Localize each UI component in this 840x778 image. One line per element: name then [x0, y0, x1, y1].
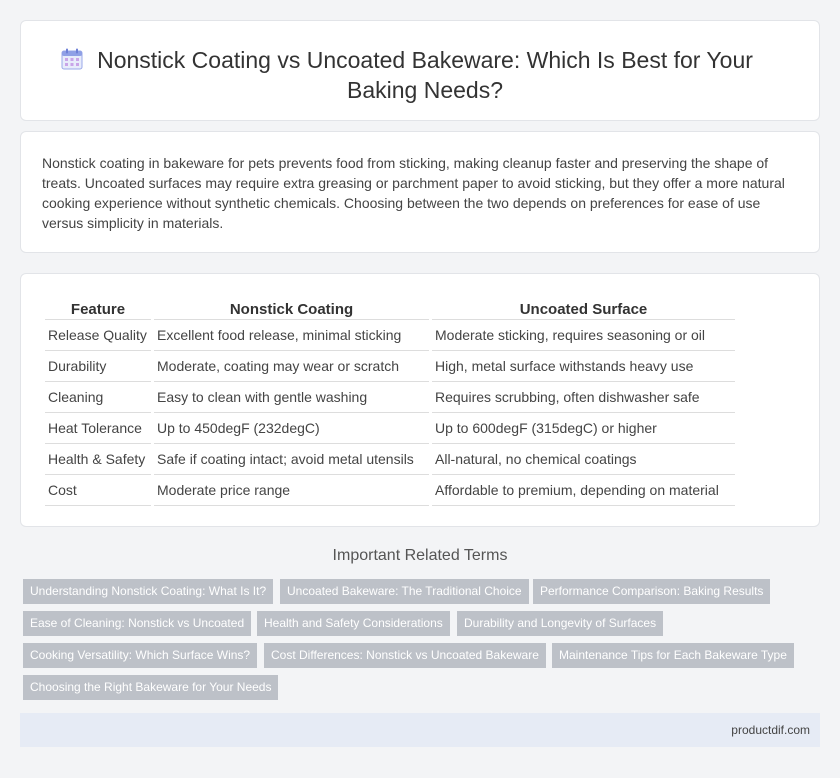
uncoated-cell: Affordable to premium, depending on material	[432, 475, 735, 506]
feature-cell: Durability	[45, 351, 151, 382]
column-header: Nonstick Coating	[154, 295, 429, 320]
uncoated-cell: High, metal surface withstands heavy use	[432, 351, 735, 382]
comparison-card	[20, 273, 820, 527]
table-row	[45, 351, 735, 382]
uncoated-cell: Requires scrubbing, often dishwasher safe	[432, 382, 735, 413]
feature-cell: Health & Safety	[45, 444, 151, 475]
intro-card	[20, 131, 820, 253]
table-header-row	[45, 295, 735, 320]
table-row	[45, 382, 735, 413]
table-row	[45, 413, 735, 444]
related-term-tag[interactable]: Maintenance Tips for Each Bakeware Type	[552, 643, 794, 668]
footer	[20, 713, 820, 747]
page-title: Nonstick Coating vs Uncoated Bakeware: Which Is Best for Your Baking Needs?	[97, 47, 753, 103]
related-term-tag[interactable]: Cooking Versatility: Which Surface Wins?	[23, 643, 257, 668]
table-row	[45, 320, 735, 351]
nonstick-cell: Moderate price range	[154, 475, 429, 506]
nonstick-cell: Up to 450degF (232degC)	[154, 413, 429, 444]
related-term-tag[interactable]: Performance Comparison: Baking Results	[533, 579, 770, 604]
column-header: Uncoated Surface	[432, 295, 735, 320]
related-term-tag[interactable]: Uncoated Bakeware: The Traditional Choice	[280, 579, 529, 604]
nonstick-cell: Easy to clean with gentle washing	[154, 382, 429, 413]
feature-cell: Cleaning	[45, 382, 151, 413]
comparison-table	[42, 295, 738, 506]
column-header: Feature	[45, 295, 151, 320]
uncoated-cell: Moderate sticking, requires seasoning or oil	[432, 320, 735, 351]
related-term-tag[interactable]: Ease of Cleaning: Nonstick vs Uncoated	[23, 611, 251, 636]
intro-paragraph: Nonstick coating in bakeware for pets prevents food from sticking, making cleanup faster and preserving the shape of treats. Uncoated surfaces may require extra greasing or parchment paper to avoid sticking, but they offer a more natural cooking experience without synthetic chemicals. Choosing between the two depends on preferences for ease of use versus simplicity in materials.	[42, 155, 785, 231]
feature-cell: Heat Tolerance	[45, 413, 151, 444]
feature-cell: Release Quality	[45, 320, 151, 351]
table-row	[45, 475, 735, 506]
related-term-tag[interactable]: Health and Safety Considerations	[257, 611, 450, 636]
related-terms-heading: Important Related Terms	[332, 547, 508, 564]
table-row	[45, 444, 735, 475]
uncoated-cell: All-natural, no chemical coatings	[432, 444, 735, 475]
nonstick-cell: Safe if coating intact; avoid metal utensils	[154, 444, 429, 475]
nonstick-cell: Excellent food release, minimal sticking	[154, 320, 429, 351]
related-term-tag[interactable]: Cost Differences: Nonstick vs Uncoated Bakeware	[264, 643, 546, 668]
feature-cell: Cost	[45, 475, 151, 506]
uncoated-cell: Up to 600degF (315degC) or higher	[432, 413, 735, 444]
nonstick-cell: Moderate, coating may wear or scratch	[154, 351, 429, 382]
title-card	[20, 20, 820, 121]
footer-site-link[interactable]: productdif.com	[731, 723, 810, 737]
related-term-tag[interactable]: Understanding Nonstick Coating: What Is It?	[23, 579, 273, 604]
related-term-tag[interactable]: Choosing the Right Bakeware for Your Needs	[23, 675, 278, 700]
related-term-tag[interactable]: Durability and Longevity of Surfaces	[457, 611, 663, 636]
